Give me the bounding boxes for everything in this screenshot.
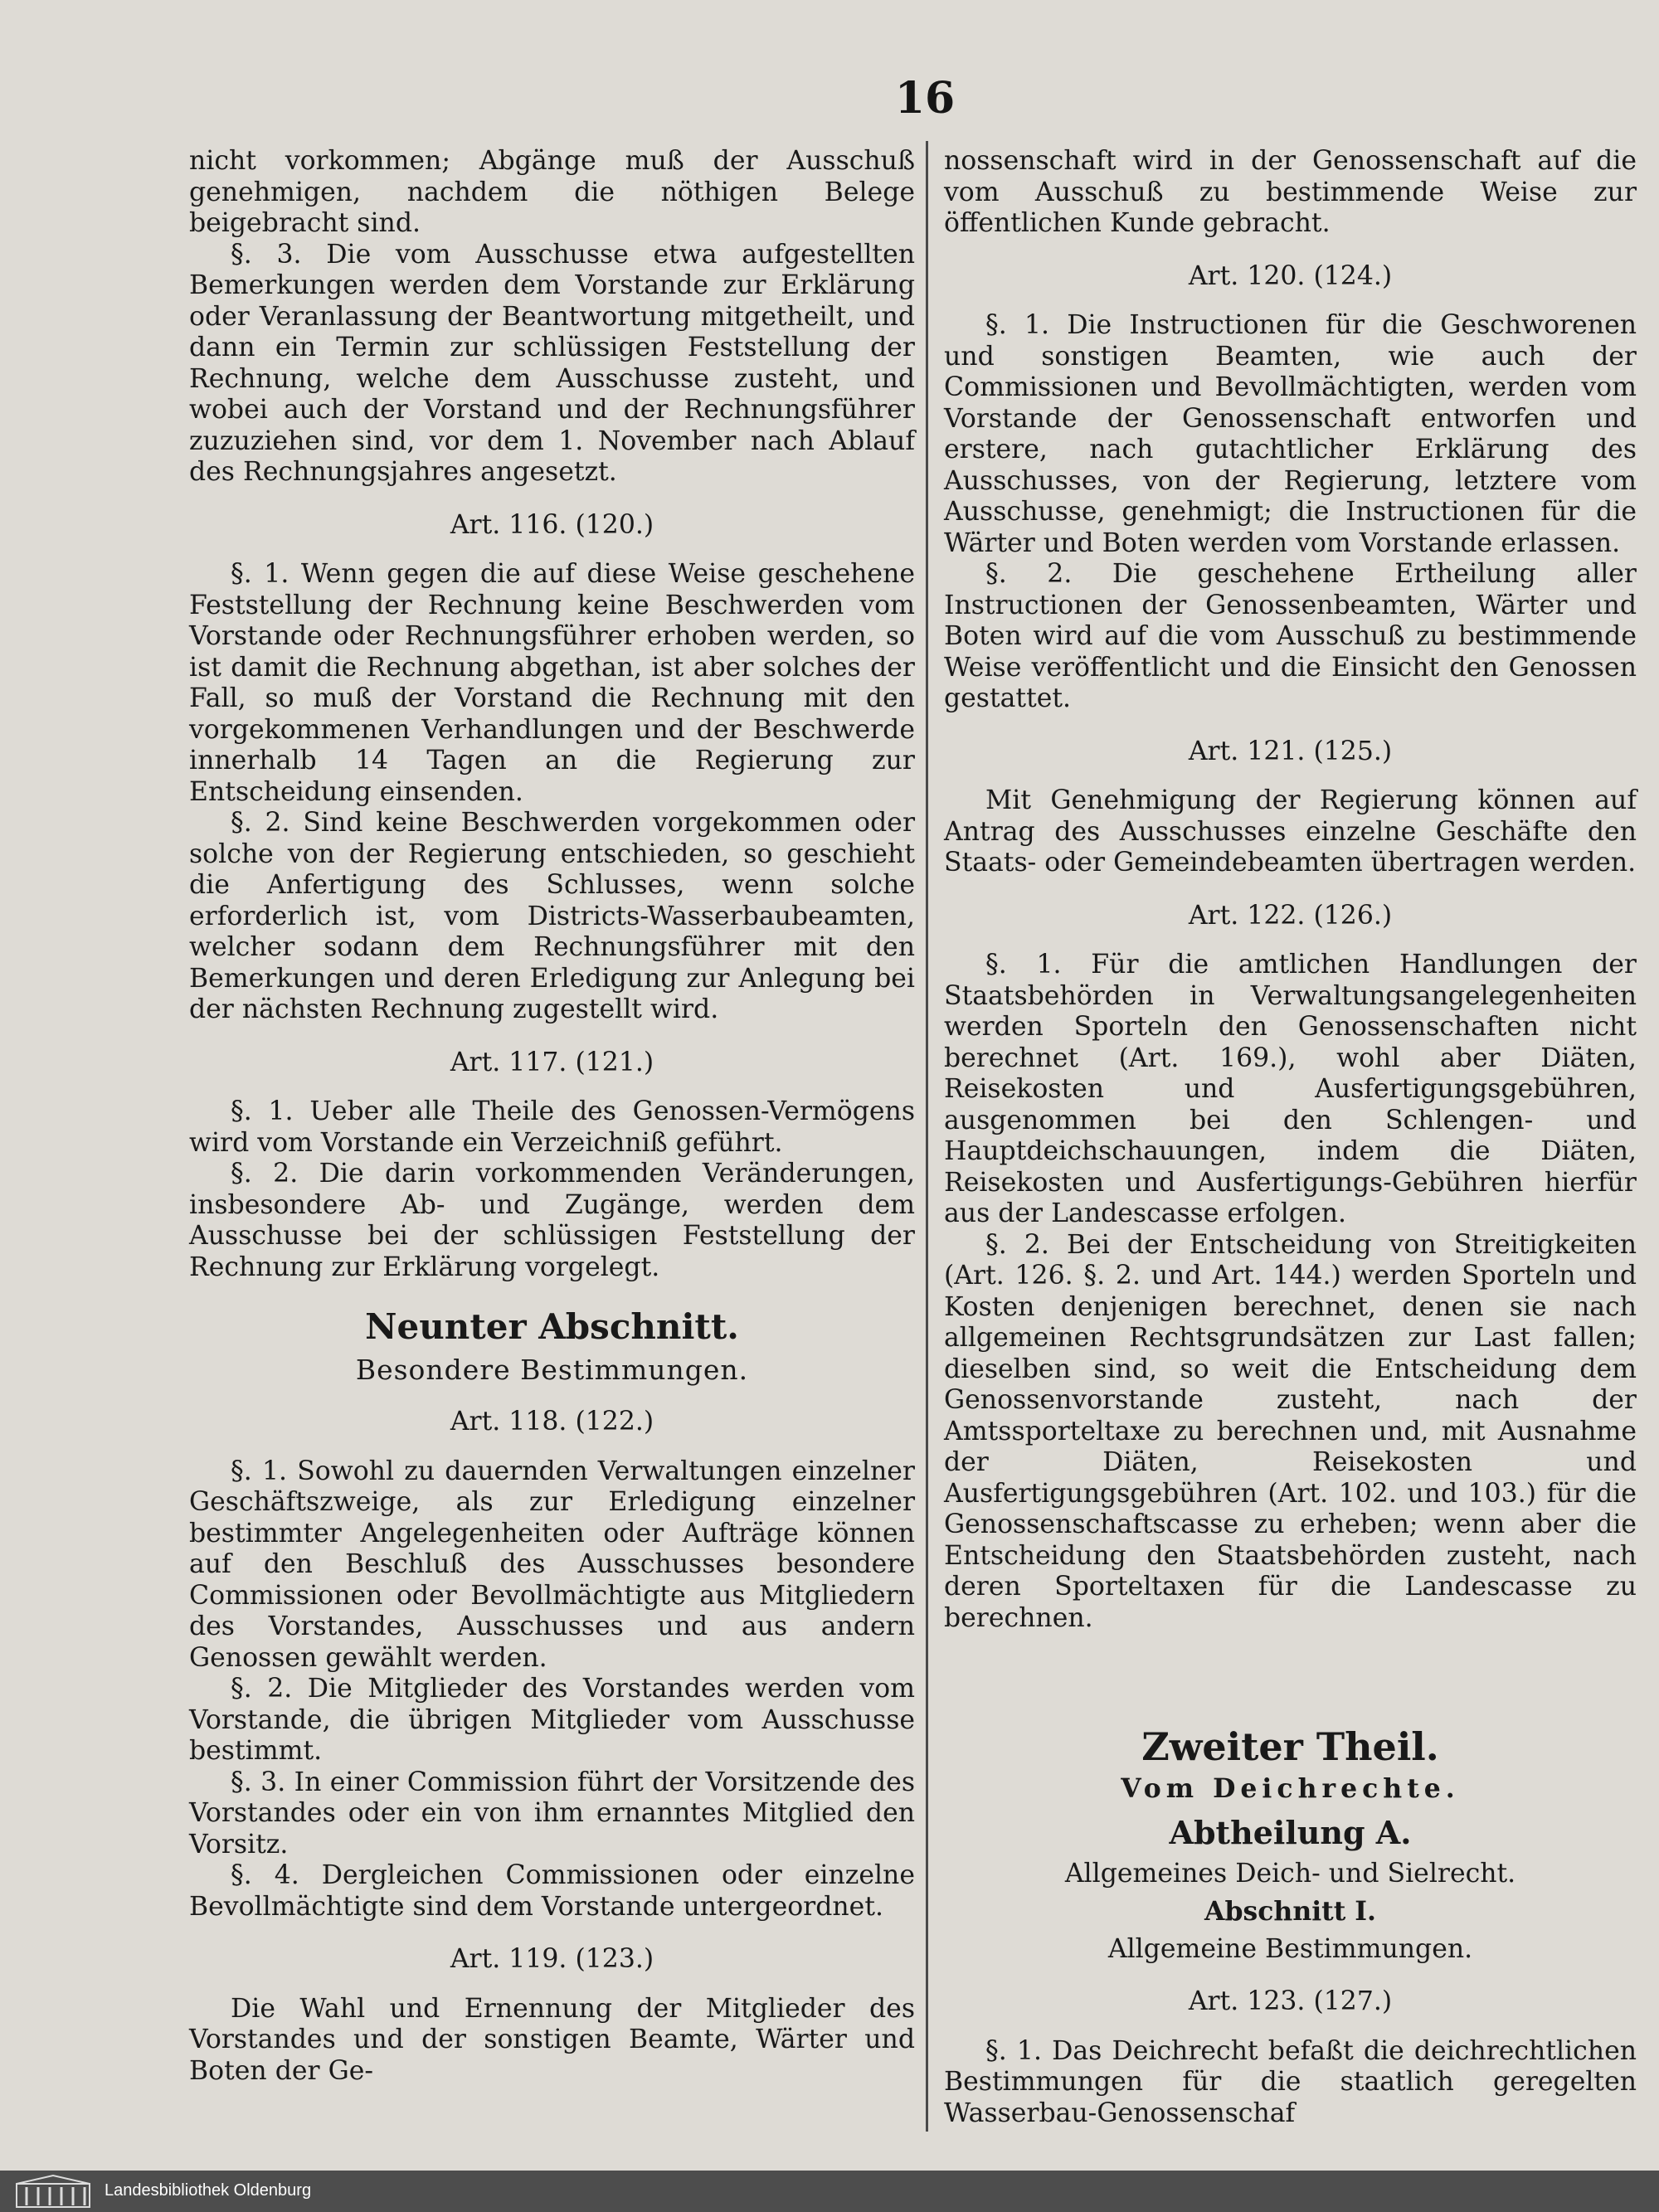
part-subtitle: Vom Deichrechte.	[1121, 1772, 1460, 1804]
section-heading: Neunter Abschnitt.	[365, 1306, 739, 1347]
article-heading: Art. 121. (125.)	[1188, 736, 1393, 766]
article-heading: Art. 122. (126.)	[1188, 900, 1393, 931]
continued-paragraph: nicht vorkommen; Abgänge muß der Ausschuß genehmigen, nachdem die nöthigen Belege beigebracht sind.	[189, 146, 915, 238]
column-divider	[926, 141, 928, 2132]
chapter-heading: Abschnitt I.	[1204, 1896, 1376, 1927]
section-subheading: Besondere Bestimmungen.	[355, 1353, 749, 1386]
paragraph: §. 2. Die Mitglieder des Vorstandes werden vom Vorstande, die übrigen Mitglieder vom Ausschusse bestimmt.	[189, 1674, 915, 1766]
paragraph: §. 2. Bei der Entscheidung von Streitigkeiten (Art. 126. §. 2. und Art. 144.) werden Sporteln und Kosten denjenigen berechnet, denen sie nach allgemeinen Rechtsgrundsätzen zur Last fallen; dieselben sind, so weit die Entscheidung dem Genossenvorstande zusteht, nach der Amtssporteltaxe zu berechnen und, mit Ausnahme der Diäten, Reisekosten und Ausfertigungsgebühren (Art. 102. und 103.) für die Genossenschaftscasse zu erheben; wenn aber die Entscheidung den Staatsbehörden zusteht, nach deren Sporteltaxen für die Landescasse zu berechnen.	[944, 1229, 1637, 1633]
paragraph: §. 2. Die darin vorkommenden Veränderungen, insbesondere Ab- und Zugänge, werden dem Ausschusse bei der schlüssigen Feststellung der Rechnung zur Erklärung vorgelegt.	[189, 1159, 915, 1282]
article-heading: Art. 123. (127.)	[1188, 1986, 1393, 2016]
subheading: Allgemeine Bestimmungen.	[1107, 1933, 1473, 1964]
library-building-icon	[15, 2174, 91, 2209]
subheading: Allgemeines Deich- und Sielrecht.	[1064, 1858, 1516, 1889]
paragraph: §. 1. Für die amtlichen Handlungen der Staatsbehörden in Verwaltungsangelegenheiten werden Sporteln den Genossenschaften nicht berechnet (Art. 169.), wohl aber Diäten, Reisekosten und Ausfertigungsgebühren, ausgenommen bei den Schlengen- und Hauptdeichschauungen, indem die Diäten, Reisekosten und Ausfertigungs-Gebühren hierfür aus der Landescasse erfolgen.	[944, 950, 1637, 1228]
paragraph: §. 1. Sowohl zu dauernden Verwaltungen einzelner Geschäftszweige, als zur Erledigung einzelner bestimmter Angelegenheiten oder Aufträge können auf den Beschluß des Ausschusses besondere Commissionen oder Bevollmächtigte aus Mitgliedern des Vorstandes, Ausschusses und aus andern Genossen gewählt werden.	[189, 1456, 915, 1673]
paragraph: §. 4. Dergleichen Commissionen oder einzelne Bevollmächtigte sind dem Vorstande untergeordnet.	[189, 1860, 915, 1922]
paragraph: §. 1. Wenn gegen die auf diese Weise geschehene Feststellung der Rechnung keine Beschwerden vom Vorstande oder Rechnungsführer erhoben werden, so ist damit die Rechnung abgethan, ist aber solches der Fall, so muß der Vorstand die Rechnung mit den vorgekommenen Verhandlungen und der Beschwerde innerhalb 14 Tagen an die Regierung zur Entscheidung einsenden.	[189, 559, 915, 807]
paragraph: §. 2. Die geschehene Ertheilung aller Instructionen der Genossenbeamten, Wärter und Boten wird auf die vom Ausschuß zu bestimmende Weise veröffentlicht und die Einsicht den Genossen gestattet.	[944, 559, 1637, 713]
right-column	[944, 146, 1637, 2129]
paragraph: Mit Genehmigung der Regierung können auf Antrag des Ausschusses einzelne Geschäfte den Staats- oder Gemeindebeamten übertragen werden.	[944, 785, 1637, 878]
paragraph: §. 1. Ueber alle Theile des Genossen-Vermögens wird vom Vorstande ein Verzeichniß geführt.	[189, 1096, 915, 1158]
division-heading: Abtheilung A.	[1169, 1814, 1412, 1851]
paragraph: §. 3. Die vom Ausschusse etwa aufgestellten Bemerkungen werden dem Vorstande zur Erklärung oder Veranlassung der Beantwortung mitgetheilt, und dann ein Termin zur schlüssigen Feststellung der Rechnung, welche dem Ausschusse zusteht, und wobei auch der Vorstand und der Rechnungsführer zuzuziehen sind, vor dem 1. November nach Ablauf des Rechnungsjahres angesetzt.	[189, 239, 915, 487]
page-number: 16	[894, 73, 956, 124]
paragraph: §. 1. Das Deichrecht befaßt die deichrechtlichen Bestimmungen für die staatlich geregelten Wasserbau-Genossenschaf	[944, 2035, 1637, 2128]
paragraph: Die Wahl und Ernennung der Mitglieder des Vorstandes und der sonstigen Beamte, Wärter und Boten der Ge-	[189, 1993, 915, 2086]
paragraph: §. 3. In einer Commission führt der Vorsitzende des Vorstandes oder ein von ihm ernanntes Mitglied den Vorsitz.	[189, 1767, 915, 1860]
left-column	[189, 146, 915, 2087]
continued-paragraph: nossenschaft wird in der Genossenschaft auf die vom Ausschuß zu bestimmende Weise zur öffentlichen Kunde gebracht.	[944, 146, 1637, 238]
part-heading: Zweiter Theil.	[1141, 1724, 1439, 1769]
article-heading: Art. 118. (122.)	[450, 1407, 654, 1437]
article-heading: Art. 120. (124.)	[1188, 260, 1393, 291]
viewer-footer-bar	[0, 2171, 1659, 2212]
article-heading: Art. 116. (120.)	[450, 509, 654, 540]
library-name: Landesbibliothek Oldenburg	[105, 2181, 312, 2200]
paragraph: §. 2. Sind keine Beschwerden vorgekommen oder solche von der Regierung entschieden, so geschieht die Anfertigung des Schlusses, wenn solche erforderlich ist, vom Districts-Wasserbaubeamten, welcher sodann dem Rechnungsführer mit den Bemerkungen und deren Erledigung zur Anlegung bei der nächsten Rechnung zugestellt wird.	[189, 808, 915, 1024]
article-heading: Art. 117. (121.)	[450, 1047, 654, 1077]
paragraph: §. 1. Die Instructionen für die Geschworenen und sonstigen Beamten, wie auch der Commissionen und Bevollmächtigten, werden vom Vorstande der Genossenschaft entworfen und erstere, nach gutachtlicher Erklärung des Ausschusses, von der Regierung, letztere vom Ausschusse, genehmigt; die Instructionen für die Wärter und Boten werden vom Vorstande erlassen.	[944, 310, 1637, 558]
article-heading: Art. 119. (123.)	[450, 1944, 654, 1974]
